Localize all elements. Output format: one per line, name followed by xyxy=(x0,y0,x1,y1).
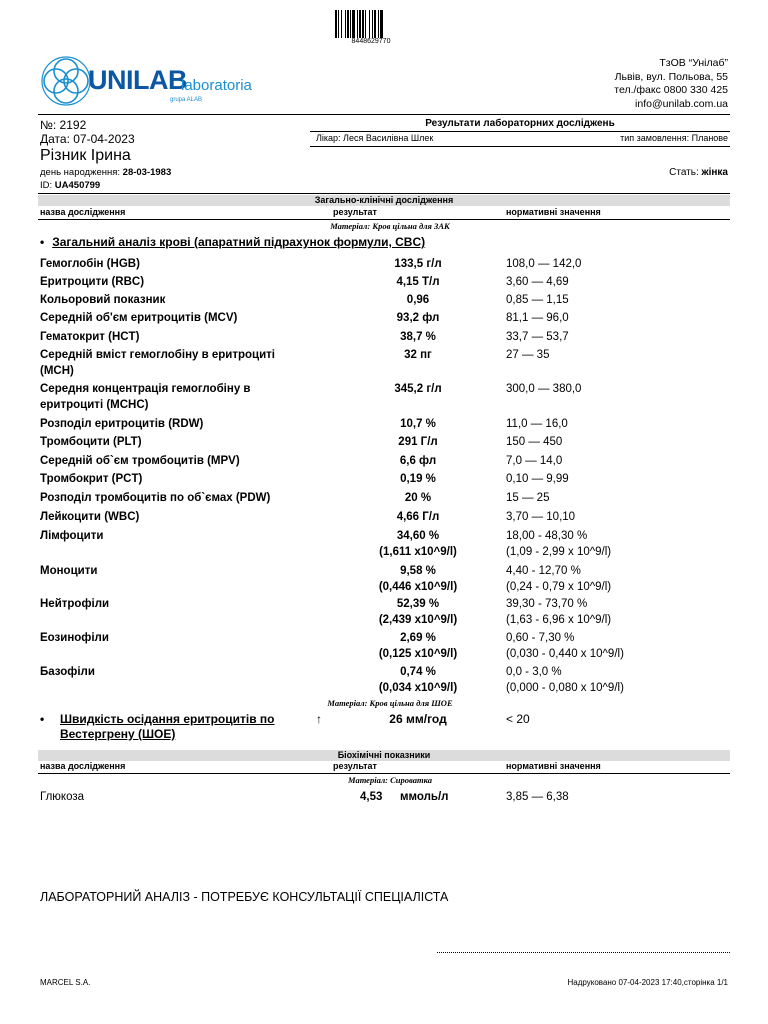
material-esr: Матеріал: Кров цільна для ШОЕ xyxy=(327,698,453,708)
test-name: Базофіли xyxy=(40,666,95,678)
test-range: 150 — 450 xyxy=(506,436,563,448)
esr-up-arrow-icon: ↑ xyxy=(316,712,322,726)
test-value: 345,2 г/л xyxy=(394,383,442,395)
test-value: 4,15 Т/л xyxy=(396,276,440,288)
patient-divider xyxy=(38,193,730,194)
company-email: info@unilab.com.ua xyxy=(635,97,728,110)
test-name: Розподіл еритроцитів (RDW) xyxy=(40,418,204,430)
id-label: ID: xyxy=(40,180,55,191)
company-name: ТзОВ “Унілаб” xyxy=(659,57,728,69)
dob-label: день народження: xyxy=(40,167,123,178)
test-name: Тромбокрит (PCT) xyxy=(40,473,143,485)
column-headers xyxy=(38,207,730,220)
test-range: 0,85 — 1,15 xyxy=(506,294,569,306)
sex-label: Стать: xyxy=(669,167,702,178)
test-value: 9,58 % xyxy=(400,565,436,577)
company-address: Львів, вул. Польова, 55 xyxy=(614,70,728,83)
signature-line xyxy=(437,952,730,953)
patient-name: Різник Ірина xyxy=(40,147,131,164)
test-value: 38,7 % xyxy=(400,331,436,343)
column-headers-2 xyxy=(38,761,730,774)
test-value: 2,69 % xyxy=(400,632,436,644)
test-range-abs: (0,24 - 0,79 x 10^9/l) xyxy=(506,581,612,593)
test-value: 10,7 % xyxy=(400,418,436,430)
test-value: 6,6 фл xyxy=(399,455,437,467)
patient-sex xyxy=(669,167,728,178)
test-name: Моноцити xyxy=(40,565,98,577)
test-name: Гематокрит (HCT) xyxy=(40,331,140,343)
test-value: 32 пг xyxy=(404,349,432,361)
esr-range: < 20 xyxy=(506,712,530,726)
test-range: 3,70 — 10,10 xyxy=(506,511,576,523)
test-range: 0,10 — 9,99 xyxy=(506,473,569,485)
col-name: назва дослідження xyxy=(40,207,126,217)
barcode xyxy=(335,10,407,38)
test-value: 0,74 % xyxy=(400,666,436,678)
test-value: 93,2 фл xyxy=(396,312,440,324)
test-range: 33,7 — 53,7 xyxy=(506,331,569,343)
col-norm: нормативні значення xyxy=(506,207,601,217)
order-date: Дата: 07-04-2023 xyxy=(40,132,135,146)
test-range: 18,00 - 48,30 % xyxy=(506,530,588,542)
company-info xyxy=(614,57,728,111)
test-range: 15 — 25 xyxy=(506,492,550,504)
logo-brand: UNILAB xyxy=(88,65,187,95)
material-cbc: Матеріал: Кров цільна для ЗАК xyxy=(330,221,450,231)
test-value: 34,60 % xyxy=(396,530,440,542)
sex-value: жінка xyxy=(701,167,728,178)
cbc-title: • Загальний аналіз крові (апаратний підрахунок формули, CBC) xyxy=(40,235,426,249)
test-value: 52,39 % xyxy=(396,598,440,610)
test-range: 81,1 — 96,0 xyxy=(506,312,569,324)
col-result-2: результат xyxy=(333,761,377,771)
id-value: UA450799 xyxy=(54,180,101,191)
test-range: 0,0 - 3,0 % xyxy=(506,666,562,678)
test-range: 7,0 — 14,0 xyxy=(506,455,563,467)
test-name: Гемоглобін (HGB) xyxy=(40,258,140,270)
test-range: 3,60 — 4,69 xyxy=(506,276,569,288)
test-range: 108,0 — 142,0 xyxy=(506,258,582,270)
test-range: 300,0 — 380,0 xyxy=(506,383,582,395)
material-serum: Матеріал: Сироватка xyxy=(348,775,432,785)
barcode-number: 8448629770 xyxy=(351,38,391,45)
logo-emblem-icon xyxy=(40,55,92,107)
test-name: Нейтрофіли xyxy=(40,598,110,610)
test-range: 11,0 — 16,0 xyxy=(506,418,568,430)
test-range-abs: (0,030 - 0,440 x 10^9/l) xyxy=(506,648,624,660)
company-phone: тел./факс 0800 330 425 xyxy=(614,84,728,96)
col-result: результат xyxy=(333,207,377,217)
esr-title-line1: Швидкість осідання еритроцитів по xyxy=(60,712,275,726)
header-divider xyxy=(38,114,730,115)
test-range: 27 — 35 xyxy=(506,349,550,361)
test-value-abs: (1,611 x10^9/l) xyxy=(379,546,457,558)
test-name: Середній вміст гемоглобіну в еритроциті (MCH) xyxy=(40,349,276,377)
test-name: Кольоровий показник xyxy=(40,294,166,306)
logo-group: grupa ALAB xyxy=(170,97,203,103)
esr-title xyxy=(60,712,275,742)
test-name: Середній об`єм тромбоцитів (MPV) xyxy=(40,455,240,467)
test-name: Середній об'єм еритроцитів (MCV) xyxy=(40,312,238,324)
logo-sub: laboratoria xyxy=(181,77,252,94)
doctor-name: Лікар: Леся Василівна Шлек xyxy=(316,133,434,143)
test-range: 0,60 - 7,30 % xyxy=(506,632,575,644)
test-range-abs: (1,09 - 2,99 x 10^9/l) xyxy=(506,546,612,558)
test-value-abs: (0,125 x10^9/l) xyxy=(378,648,458,660)
section-biochemical: Біохімічні показники xyxy=(38,750,730,761)
test-range-abs: (0,000 - 0,080 x 10^9/l) xyxy=(506,682,624,694)
test-value: 133,5 г/л xyxy=(394,258,442,270)
test-range: 4,40 - 12,70 % xyxy=(506,565,581,577)
cbc-title-text: Загальний аналіз крові (апаратний підрахунок формули, CBC) xyxy=(52,235,426,249)
esr-title-line2: Вестергрену (ШОЕ) xyxy=(60,727,176,741)
esr-value: 26 мм/год xyxy=(389,712,447,726)
test-range: 39,30 - 73,70 % xyxy=(506,598,588,610)
esr-bullet: • xyxy=(40,712,45,726)
test-value: 20 % xyxy=(404,492,432,504)
test-value-abs: (2,439 x10^9/l) xyxy=(378,614,458,626)
glucose-name: Глюкоза xyxy=(40,791,85,803)
test-name: Розподіл тромбоцитів по об`ємах (PDW) xyxy=(40,492,271,504)
order-type: тип замовлення: Планове xyxy=(620,133,728,143)
conclusion-text: ЛАБОРАТОРНИЙ АНАЛІЗ - ПОТРЕБУЄ КОНСУЛЬТАЦІЇ СПЕЦІАЛІСТА xyxy=(40,890,449,904)
test-name: Лімфоцити xyxy=(40,530,104,542)
test-name: Еозинофіли xyxy=(40,632,109,644)
section-general-clinical: Загально-клінічні дослідження xyxy=(38,195,730,206)
order-number: №: 2192 xyxy=(40,118,87,132)
patient-id xyxy=(40,180,100,191)
test-value: 0,96 xyxy=(406,294,430,306)
test-name: Еритроцити (RBC) xyxy=(40,276,145,288)
test-range-abs: (1,63 - 6,96 x 10^9/l) xyxy=(506,614,612,626)
doctor-bar xyxy=(310,131,730,147)
test-value: 291 Г/л xyxy=(398,436,438,448)
results-title: Результати лабораторних досліджень xyxy=(425,118,615,129)
col-name-2: назва дослідження xyxy=(40,761,126,771)
col-norm-2: нормативні значення xyxy=(506,761,601,771)
footer-printed: Надруковано 07-04-2023 17:40,сторінка 1/1 xyxy=(567,978,728,987)
test-value: 0,19 % xyxy=(400,473,436,485)
test-name: Лейкоцити (WBC) xyxy=(40,511,140,523)
glucose-range: 3,85 — 6,38 xyxy=(506,791,569,803)
test-value-abs: (0,446 x10^9/l) xyxy=(378,581,458,593)
test-name: Середня концентрація гемоглобіну в еритроциті (MCHC) xyxy=(40,383,251,411)
glucose-unit: ммоль/л xyxy=(400,791,449,803)
test-name: Тромбоцити (PLT) xyxy=(40,436,142,448)
dob-value: 28-03-1983 xyxy=(122,167,172,178)
patient-dob xyxy=(40,167,171,178)
glucose-value: 4,53 xyxy=(360,791,383,803)
footer-left: MARCEL S.A. xyxy=(40,978,91,987)
test-value: 4,66 Г/л xyxy=(396,511,440,523)
unilab-logo xyxy=(40,55,250,110)
test-value-abs: (0,034 x10^9/l) xyxy=(378,682,458,694)
